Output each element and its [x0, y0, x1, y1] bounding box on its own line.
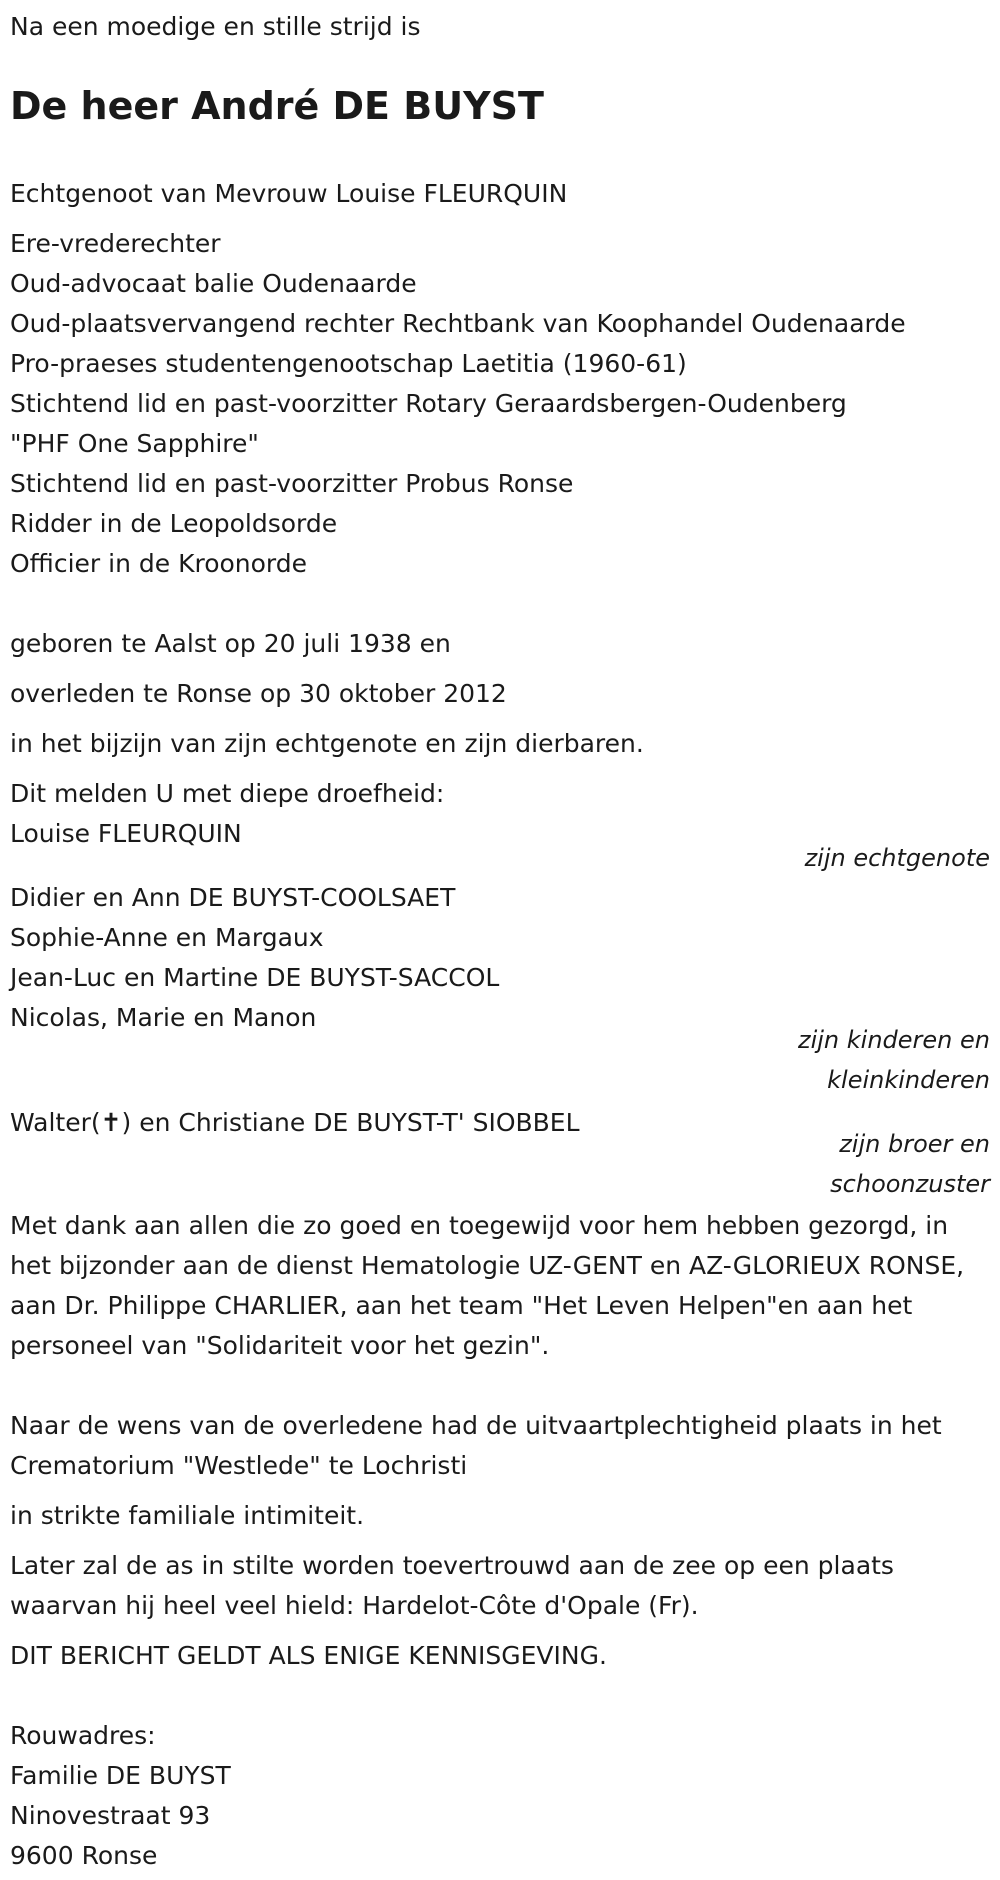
title-item: Oud-advocaat balie Oudenaarde — [10, 269, 417, 298]
title-item: Oud-plaatsvervangend rechter Rechtbank van Koophandel Oudenaarde — [10, 309, 906, 338]
title-item: "PHF One Sapphire" — [10, 429, 259, 458]
children-role-line-1: zijn kinderen en — [798, 1026, 990, 1054]
child-line: Sophie-Anne en Margaux — [10, 923, 324, 952]
child-line: Jean-Luc en Martine DE BUYST-SACCOL — [10, 963, 500, 992]
mourning-address — [10, 1716, 231, 1876]
children-role-line-2: kleinkinderen — [827, 1066, 990, 1094]
notice-line: DIT BERICHT GELDT ALS ENIGE KENNISGEVING. — [10, 1641, 607, 1670]
address-city: 9600 Ronse — [10, 1841, 158, 1870]
title-item: Stichtend lid en past-voorzitter Probus Ronse — [10, 469, 574, 498]
title-item: Ere-vrederechter — [10, 229, 221, 258]
address-name: Familie DE BUYST — [10, 1761, 231, 1790]
titles-list — [10, 224, 906, 584]
spouse-line: Echtgenoot van Mevrouw Louise FLEURQUIN — [10, 179, 568, 208]
intimacy-line: in strikte familiale intimiteit. — [10, 1501, 365, 1530]
ashes-paragraph: Later zal de as in stilte worden toevertrouwd aan de zee op een plaats waarvan hij heel veel hield: Hardelot-Côte d'Opale (Fr). — [10, 1551, 894, 1620]
birth-line: geboren te Aalst op 20 juli 1938 en — [10, 629, 451, 658]
address-label: Rouwadres: — [10, 1721, 156, 1750]
title-item: Officier in de Kroonorde — [10, 549, 308, 578]
title-item: Stichtend lid en past-voorzitter Rotary Geraardsbergen-Oudenberg — [10, 389, 847, 418]
funeral-paragraph: Naar de wens van de overledene had de uitvaartplechtigheid plaats in het Crematorium "Westlede" te Lochristi — [10, 1411, 942, 1480]
sibling-line: Walter(✝) en Christiane DE BUYST-T' SIOBBEL — [10, 1108, 580, 1137]
children-role — [798, 1020, 990, 1100]
intro-text: Na een moedige en stille strijd is — [10, 12, 421, 41]
child-line: Nicolas, Marie en Manon — [10, 1003, 317, 1032]
presence-line: in het bijzijn van zijn echtgenote en zijn dierbaren. — [10, 729, 644, 758]
children-list — [10, 878, 499, 1038]
death-line: overleden te Ronse op 30 oktober 2012 — [10, 679, 507, 708]
child-line: Didier en Ann DE BUYST-COOLSAET — [10, 883, 456, 912]
thanks-paragraph: Met dank aan allen die zo goed en toegewijd voor hem hebben gezorgd, in het bijzonder aan de dienst Hematologie UZ-GENT en AZ-GLORIEUX RONSE, aan Dr. Philippe CHARLIER, aan het team "Het Leven Helpen"en aan het personeel van "Solidariteit voor het gezin". — [10, 1211, 965, 1360]
address-street: Ninovestraat 93 — [10, 1801, 211, 1830]
sibling-role-line-1: zijn broer en — [839, 1130, 990, 1158]
sibling-role-line-2: schoonzuster — [830, 1170, 990, 1198]
title-item: Pro-praeses studentengenootschap Laetitia (1960-61) — [10, 349, 687, 378]
page-title: De heer André DE BUYST — [10, 84, 544, 128]
announce-line: Dit melden U met diepe droefheid: — [10, 779, 445, 808]
sibling-role — [830, 1124, 990, 1204]
title-item: Ridder in de Leopoldsorde — [10, 509, 338, 538]
wife-role: zijn echtgenote — [804, 844, 990, 872]
wife-name: Louise FLEURQUIN — [10, 819, 242, 848]
